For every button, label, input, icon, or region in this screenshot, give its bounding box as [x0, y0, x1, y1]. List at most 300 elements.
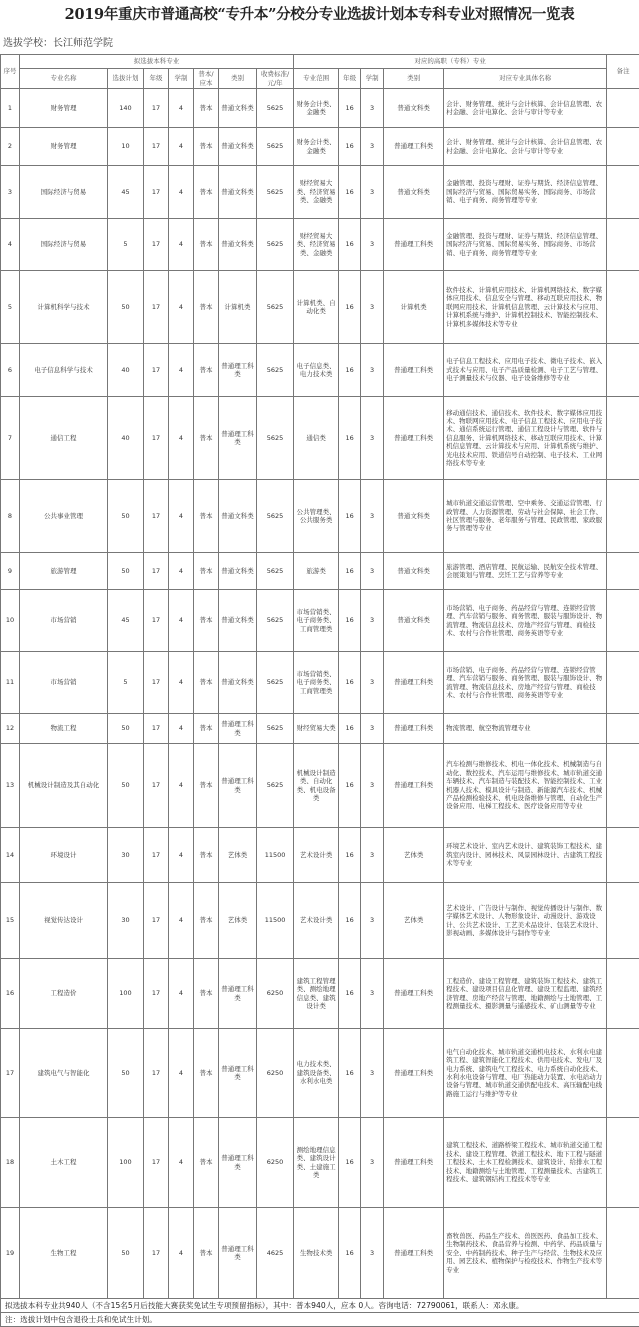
- cell-seq: 6: [1, 344, 20, 397]
- cell-grade: 17: [144, 652, 169, 714]
- cell-fee: 5625: [257, 652, 294, 714]
- header-plan-count: 选拔计划: [108, 69, 144, 89]
- cell-plan: 100: [108, 959, 144, 1029]
- table-row: [1, 128, 639, 166]
- cell-match-duration: 3: [361, 1118, 384, 1208]
- table-row: [1, 1029, 639, 1118]
- cell-fee: 5625: [257, 480, 294, 553]
- cell-match-duration: 3: [361, 166, 384, 219]
- cell-seq: 15: [1, 883, 20, 959]
- cell-level: 普本: [194, 652, 219, 714]
- cell-level: 普本: [194, 219, 219, 271]
- cell-match-category: 普通理工科类: [384, 128, 444, 166]
- cell-match-majors: 旅游管理、酒店管理、民航运输、民航安全技术管理、会展策划与管理、烹饪工艺与营养等专业: [444, 553, 607, 590]
- cell-seq: 5: [1, 271, 20, 344]
- cell-grade: 17: [144, 1029, 169, 1118]
- cell-scope: 电子信息类、电力技术类: [294, 344, 339, 397]
- school-line: 选拔学校：长江师范学院: [3, 36, 113, 52]
- cell-duration: 4: [169, 1208, 194, 1299]
- cell-match-majors: 艺术设计、广告设计与制作、视觉传播设计与制作、数字媒体艺术设计、人物形象设计、动漫设计、游戏设计、公共艺术设计、工艺美术品设计、包装艺术设计、影视动画、多媒体设计与制作等专业: [444, 883, 607, 959]
- cell-match-grade: 16: [339, 219, 361, 271]
- cell-fee: 5625: [257, 344, 294, 397]
- cell-level: 普本: [194, 1208, 219, 1299]
- cell-duration: 4: [169, 89, 194, 128]
- cell-level: 普本: [194, 480, 219, 553]
- cell-fee: 6250: [257, 1029, 294, 1118]
- header-group-match: 对应的高职（专科）专业: [294, 55, 607, 69]
- cell-scope: 电力技术类、建筑设备类、水利水电类: [294, 1029, 339, 1118]
- header-level: 普本/应本: [194, 69, 219, 89]
- cell-plan: 40: [108, 397, 144, 480]
- cell-duration: 4: [169, 883, 194, 959]
- cell-scope: 市场营销类、电子商务类、工商管理类: [294, 652, 339, 714]
- cell-fee: 11500: [257, 883, 294, 959]
- table-row: [1, 166, 639, 219]
- cell-scope: 测绘地理信息类、建筑设计类、土建施工类: [294, 1118, 339, 1208]
- cell-scope: 市场营销类、电子商务类、工商管理类: [294, 590, 339, 652]
- cell-category: 普通文科类: [219, 652, 257, 714]
- cell-match-duration: 3: [361, 128, 384, 166]
- cell-duration: 4: [169, 744, 194, 828]
- header-duration: 学制: [169, 69, 194, 89]
- cell-seq: 3: [1, 166, 20, 219]
- plan-table: [0, 54, 639, 1299]
- cell-level: 普本: [194, 1118, 219, 1208]
- cell-duration: 4: [169, 1118, 194, 1208]
- cell-match-duration: 3: [361, 652, 384, 714]
- cell-match-grade: 16: [339, 1208, 361, 1299]
- cell-seq: 9: [1, 553, 20, 590]
- cell-remark: [607, 480, 639, 553]
- table-row: [1, 714, 639, 744]
- table-row: [1, 744, 639, 828]
- cell-remark: [607, 1208, 639, 1299]
- header-seq: 序号: [1, 55, 20, 89]
- cell-grade: 17: [144, 714, 169, 744]
- cell-match-duration: 3: [361, 219, 384, 271]
- cell-match-category: 计算机类: [384, 271, 444, 344]
- cell-match-grade: 16: [339, 397, 361, 480]
- cell-remark: [607, 344, 639, 397]
- footnote-note: 注：选拔计划中包含退役士兵和免试生计划。: [0, 1313, 639, 1327]
- cell-seq: 14: [1, 828, 20, 883]
- cell-duration: 4: [169, 652, 194, 714]
- cell-level: 普本: [194, 166, 219, 219]
- cell-plan: 50: [108, 1029, 144, 1118]
- cell-fee: 5625: [257, 397, 294, 480]
- cell-scope: 旅游类: [294, 553, 339, 590]
- cell-match-grade: 16: [339, 1029, 361, 1118]
- cell-grade: 17: [144, 89, 169, 128]
- cell-fee: 5625: [257, 219, 294, 271]
- table-row: [1, 344, 639, 397]
- table-row: [1, 1208, 639, 1299]
- header-major-name: 专业名称: [20, 69, 108, 89]
- cell-match-category: 艺体类: [384, 828, 444, 883]
- cell-grade: 17: [144, 959, 169, 1029]
- cell-category: 普通文科类: [219, 553, 257, 590]
- table-row: [1, 553, 639, 590]
- cell-remark: [607, 1029, 639, 1118]
- cell-duration: 4: [169, 271, 194, 344]
- cell-major: 生物工程: [20, 1208, 108, 1299]
- cell-match-duration: 3: [361, 828, 384, 883]
- cell-match-majors: 金融管理、投资与理财、证券与期货、经济信息管理、国际经济与贸易、国际贸易实务、国际商务、市场营销、电子商务、商务管理等专业: [444, 166, 607, 219]
- cell-scope: 通信类: [294, 397, 339, 480]
- cell-category: 普通理工科类: [219, 344, 257, 397]
- cell-match-grade: 16: [339, 744, 361, 828]
- cell-match-duration: 3: [361, 714, 384, 744]
- table-row: [1, 1118, 639, 1208]
- cell-grade: 17: [144, 219, 169, 271]
- cell-match-category: 普通理工科类: [384, 652, 444, 714]
- cell-seq: 13: [1, 744, 20, 828]
- cell-category: 普通文科类: [219, 590, 257, 652]
- cell-plan: 140: [108, 89, 144, 128]
- cell-scope: 艺术设计类: [294, 828, 339, 883]
- cell-scope: 生物技术类: [294, 1208, 339, 1299]
- cell-category: 普通文科类: [219, 128, 257, 166]
- cell-major: 物流工程: [20, 714, 108, 744]
- cell-seq: 8: [1, 480, 20, 553]
- cell-category: 普通理工科类: [219, 959, 257, 1029]
- cell-plan: 45: [108, 590, 144, 652]
- header-match-duration: 学制: [361, 69, 384, 89]
- cell-match-grade: 16: [339, 128, 361, 166]
- cell-category: 普通文科类: [219, 166, 257, 219]
- cell-match-duration: 3: [361, 1208, 384, 1299]
- cell-fee: 5625: [257, 166, 294, 219]
- cell-level: 普本: [194, 1029, 219, 1118]
- cell-major: 通信工程: [20, 397, 108, 480]
- cell-duration: 4: [169, 166, 194, 219]
- cell-remark: [607, 89, 639, 128]
- cell-seq: 2: [1, 128, 20, 166]
- header-match-grade: 年级: [339, 69, 361, 89]
- cell-grade: 17: [144, 397, 169, 480]
- cell-seq: 18: [1, 1118, 20, 1208]
- cell-remark: [607, 397, 639, 480]
- cell-major: 市场营销: [20, 590, 108, 652]
- cell-match-category: 普通理工科类: [384, 1208, 444, 1299]
- table-row: [1, 397, 639, 480]
- cell-grade: 17: [144, 128, 169, 166]
- cell-category: 普通理工科类: [219, 397, 257, 480]
- cell-scope: 财经贸易大类、经济贸易类、金融类: [294, 166, 339, 219]
- cell-fee: 5625: [257, 714, 294, 744]
- table-row: [1, 219, 639, 271]
- cell-level: 普本: [194, 344, 219, 397]
- cell-remark: [607, 959, 639, 1029]
- cell-category: 计算机类: [219, 271, 257, 344]
- cell-match-category: 普通理工科类: [384, 1029, 444, 1118]
- cell-match-category: 普通文科类: [384, 553, 444, 590]
- cell-seq: 16: [1, 959, 20, 1029]
- cell-duration: 4: [169, 219, 194, 271]
- footnote-plan-summary: 拟选拔本科专业共940人（不含15名5月后技能大赛获奖免试生专项预留指标），其中：普本940人，应本 0人。咨询电话：72790061，联系人：邓永康。: [0, 1299, 639, 1313]
- header-match-category: 类别: [384, 69, 444, 89]
- cell-duration: 4: [169, 1029, 194, 1118]
- cell-match-duration: 3: [361, 590, 384, 652]
- cell-level: 普本: [194, 744, 219, 828]
- header-group-plan: 拟选拔本科专业: [20, 55, 294, 69]
- cell-match-majors: 移动通信技术、通信技术、软件技术、数字媒体应用技术、物联网应用技术、电子信息工程技术、应用电子技术、通信系统运行管理、通信工程设计与管理、软件与信息服务、计算机网络技术、移动互联应用技术、计算机信息管理、云计算技术与应用、计算机系统与维护、光电技术应用、铁道信号自动控制、电子技术、工业网络技术等专业: [444, 397, 607, 480]
- cell-match-grade: 16: [339, 344, 361, 397]
- header-grade: 年级: [144, 69, 169, 89]
- cell-plan: 50: [108, 744, 144, 828]
- cell-match-category: 艺体类: [384, 883, 444, 959]
- cell-level: 普本: [194, 89, 219, 128]
- table-row: [1, 652, 639, 714]
- header-scope: 专业范围: [294, 69, 339, 89]
- cell-fee: 4625: [257, 1208, 294, 1299]
- cell-fee: 5625: [257, 128, 294, 166]
- cell-fee: 5625: [257, 89, 294, 128]
- cell-level: 普本: [194, 714, 219, 744]
- cell-remark: [607, 652, 639, 714]
- header-fee: 收费标准/元/年: [257, 69, 294, 89]
- cell-seq: 12: [1, 714, 20, 744]
- cell-level: 普本: [194, 397, 219, 480]
- cell-plan: 30: [108, 883, 144, 959]
- cell-plan: 50: [108, 714, 144, 744]
- cell-level: 普本: [194, 553, 219, 590]
- cell-grade: 17: [144, 166, 169, 219]
- cell-match-grade: 16: [339, 553, 361, 590]
- cell-level: 普本: [194, 128, 219, 166]
- cell-plan: 50: [108, 480, 144, 553]
- table-row: [1, 271, 639, 344]
- cell-remark: [607, 553, 639, 590]
- cell-category: 普通理工科类: [219, 714, 257, 744]
- cell-plan: 30: [108, 828, 144, 883]
- cell-fee: 5625: [257, 590, 294, 652]
- cell-duration: 4: [169, 344, 194, 397]
- cell-match-majors: 城市轨道交通运营管理、空中乘务、交通运营管理、行政管理、人力资源管理、劳动与社会保障、社会工作、社区管理与服务、老年服务与管理、民政管理、家政服务与管理等专业: [444, 480, 607, 553]
- cell-grade: 17: [144, 271, 169, 344]
- cell-scope: 计算机类、自动化类: [294, 271, 339, 344]
- cell-match-majors: 畜牧兽医、药品生产技术、兽医医药、食品加工技术、生物制药技术、食品营养与检测、中药学、药品质量与安全、中药制药技术、种子生产与经营、生物技术及应用、园艺技术、植物保护与检疫技术、作物生产技术等专业: [444, 1208, 607, 1299]
- cell-plan: 50: [108, 271, 144, 344]
- cell-scope: 财经贸易大类: [294, 714, 339, 744]
- cell-match-majors: 汽车检测与维修技术、机电一体化技术、机械制造与自动化、数控技术、汽车运用与维修技术、城市轨道交通车辆技术、汽车制造与装配技术、智能控制技术、工业机器人技术、模具设计与制造、新能源汽车技术、机械产品检测检验技术、机电设备维修与管理、自动化生产设备应用、电梯工程技术、医疗设备应用等专业: [444, 744, 607, 828]
- cell-major: 建筑电气与智能化: [20, 1029, 108, 1118]
- table-row: [1, 959, 639, 1029]
- cell-match-category: 普通理工科类: [384, 714, 444, 744]
- cell-category: 艺体类: [219, 828, 257, 883]
- cell-plan: 45: [108, 166, 144, 219]
- cell-match-grade: 16: [339, 590, 361, 652]
- cell-major: 电子信息科学与技术: [20, 344, 108, 397]
- cell-grade: 17: [144, 1118, 169, 1208]
- cell-category: 普通理工科类: [219, 744, 257, 828]
- cell-match-grade: 16: [339, 652, 361, 714]
- cell-match-duration: 3: [361, 480, 384, 553]
- cell-match-duration: 3: [361, 1029, 384, 1118]
- cell-match-duration: 3: [361, 959, 384, 1029]
- cell-category: 普通文科类: [219, 480, 257, 553]
- cell-major: 财务管理: [20, 128, 108, 166]
- cell-match-majors: 市场营销、电子商务、药品经营与管理、连锁经营管理、汽车营销与服务、商务管理、服装与服饰设计、物流管理、物流信息技术、房地产经营与管理、商检技术、农村与合作社管理、商务英语等专业: [444, 652, 607, 714]
- cell-match-majors: 市场营销、电子商务、药品经营与管理、连锁经营管理、汽车营销与服务、商务管理、服装与服饰设计、物流管理、物流信息技术、房地产经营与管理、商检技术、农村与合作社管理、商务英语等专业: [444, 590, 607, 652]
- cell-match-grade: 16: [339, 1118, 361, 1208]
- cell-plan: 40: [108, 344, 144, 397]
- cell-match-majors: 软件技术、计算机应用技术、计算机网络技术、数字媒体应用技术、信息安全与管理、移动互联应用技术、物联网应用技术、计算机信息管理、云计算技术与应用、计算机系统与维护、计算机控制技术、智能控制技术、计算机多媒体技术等专业: [444, 271, 607, 344]
- cell-major: 旅游管理: [20, 553, 108, 590]
- cell-match-grade: 16: [339, 883, 361, 959]
- cell-scope: 建筑工程管理类、测绘地理信息类、建筑设计类: [294, 959, 339, 1029]
- cell-match-majors: 会计、财务管理、统计与会计核算、会计信息管理、农村金融、会计电算化、会计与审计等专业: [444, 89, 607, 128]
- cell-match-duration: 3: [361, 553, 384, 590]
- cell-grade: 17: [144, 828, 169, 883]
- cell-major: 国际经济与贸易: [20, 166, 108, 219]
- cell-seq: 17: [1, 1029, 20, 1118]
- cell-duration: 4: [169, 128, 194, 166]
- cell-duration: 4: [169, 553, 194, 590]
- cell-match-duration: 3: [361, 744, 384, 828]
- cell-level: 普本: [194, 959, 219, 1029]
- cell-match-duration: 3: [361, 397, 384, 480]
- cell-scope: 财经贸易大类、经济贸易类、金融类: [294, 219, 339, 271]
- cell-remark: [607, 166, 639, 219]
- cell-major: 视觉传达设计: [20, 883, 108, 959]
- cell-scope: 财务会计类、金融类: [294, 89, 339, 128]
- header-remark: 备注: [607, 55, 639, 89]
- cell-level: 普本: [194, 271, 219, 344]
- cell-fee: 5625: [257, 271, 294, 344]
- cell-match-majors: 工程造价、建设工程管理、建筑装饰工程技术、建筑工程技术、建设项目信息化管理、建设工程监理、建筑经济管理、房地产经营与管理、地籍测绘与土地管理、工程测量技术、摄影测量与遥感技术、矿山测量等专业: [444, 959, 607, 1029]
- table-row: [1, 89, 639, 128]
- table-row: [1, 480, 639, 553]
- cell-category: 普通文科类: [219, 89, 257, 128]
- cell-plan: 10: [108, 128, 144, 166]
- cell-match-category: 普通文科类: [384, 166, 444, 219]
- cell-remark: [607, 590, 639, 652]
- header-match-majors: 对应专业具体名称: [444, 69, 607, 89]
- cell-match-majors: 会计、财务管理、统计与会计核算、会计信息管理、农村金融、会计电算化、会计与审计等专业: [444, 128, 607, 166]
- header-category: 类别: [219, 69, 257, 89]
- cell-match-category: 普通文科类: [384, 480, 444, 553]
- document-title: 2019年重庆市普通高校“专升本”分校分专业选拔计划本专科专业对照情况一览表: [0, 0, 639, 30]
- cell-category: 普通文科类: [219, 219, 257, 271]
- cell-major: 国际经济与贸易: [20, 219, 108, 271]
- cell-grade: 17: [144, 344, 169, 397]
- cell-fee: 6250: [257, 959, 294, 1029]
- cell-remark: [607, 883, 639, 959]
- cell-fee: 5625: [257, 744, 294, 828]
- cell-grade: 17: [144, 744, 169, 828]
- cell-remark: [607, 219, 639, 271]
- cell-match-duration: 3: [361, 883, 384, 959]
- cell-match-category: 普通理工科类: [384, 219, 444, 271]
- cell-remark: [607, 714, 639, 744]
- cell-match-grade: 16: [339, 166, 361, 219]
- cell-seq: 19: [1, 1208, 20, 1299]
- cell-remark: [607, 828, 639, 883]
- cell-category: 普通理工科类: [219, 1208, 257, 1299]
- cell-match-category: 普通理工科类: [384, 344, 444, 397]
- cell-match-category: 普通文科类: [384, 89, 444, 128]
- cell-scope: 财务会计类、金融类: [294, 128, 339, 166]
- table-row: [1, 828, 639, 883]
- cell-level: 普本: [194, 828, 219, 883]
- cell-match-grade: 16: [339, 828, 361, 883]
- cell-seq: 4: [1, 219, 20, 271]
- cell-major: 机械设计制造及其自动化: [20, 744, 108, 828]
- cell-category: 普通理工科类: [219, 1118, 257, 1208]
- cell-grade: 17: [144, 590, 169, 652]
- cell-major: 计算机科学与技术: [20, 271, 108, 344]
- cell-match-majors: 物流管理、航空物流管理专业: [444, 714, 607, 744]
- cell-category: 普通理工科类: [219, 1029, 257, 1118]
- cell-scope: 艺术设计类: [294, 883, 339, 959]
- cell-plan: 50: [108, 1208, 144, 1299]
- cell-plan: 5: [108, 652, 144, 714]
- cell-match-grade: 16: [339, 271, 361, 344]
- cell-remark: [607, 271, 639, 344]
- cell-match-grade: 16: [339, 959, 361, 1029]
- cell-duration: 4: [169, 959, 194, 1029]
- cell-match-majors: 电气自动化技术、城市轨道交通机电技术、水利水电建筑工程、建筑智能化工程技术、供用电技术、发电厂及电力系统、建筑电气工程技术、电力系统自动化技术、水利水电设备与管理、电厂热能动力装置、水电站动力设备与管理、城市轨道交通供配电技术、高压输配电线路施工运行与维护等专业: [444, 1029, 607, 1118]
- cell-remark: [607, 128, 639, 166]
- cell-match-category: 普通理工科类: [384, 744, 444, 828]
- cell-major: 公共事业管理: [20, 480, 108, 553]
- cell-fee: 11500: [257, 828, 294, 883]
- cell-match-majors: 环境艺术设计、室内艺术设计、建筑装饰工程技术、建筑室内设计、园林技术、风景园林设计、古建筑工程技术等专业: [444, 828, 607, 883]
- cell-category: 艺体类: [219, 883, 257, 959]
- cell-scope: 公共管理类、公共服务类: [294, 480, 339, 553]
- cell-match-category: 普通理工科类: [384, 959, 444, 1029]
- cell-seq: 7: [1, 397, 20, 480]
- cell-major: 环境设计: [20, 828, 108, 883]
- cell-match-grade: 16: [339, 480, 361, 553]
- cell-match-grade: 16: [339, 89, 361, 128]
- cell-match-category: 普通理工科类: [384, 1118, 444, 1208]
- cell-match-majors: 建筑工程技术、道路桥梁工程技术、城市轨道交通工程技术、建设工程管理、铁道工程技术、地下工程与隧道工程技术、土木工程检测技术、建筑设计、给排水工程技术、地籍测绘与土地管理、工程测量技术、古建筑工程技术、建筑钢结构工程技术等专业: [444, 1118, 607, 1208]
- cell-duration: 4: [169, 828, 194, 883]
- cell-level: 普本: [194, 590, 219, 652]
- cell-grade: 17: [144, 480, 169, 553]
- cell-major: 土木工程: [20, 1118, 108, 1208]
- cell-duration: 4: [169, 397, 194, 480]
- cell-major: 市场营销: [20, 652, 108, 714]
- cell-remark: [607, 744, 639, 828]
- cell-duration: 4: [169, 480, 194, 553]
- table-row: [1, 590, 639, 652]
- cell-seq: 10: [1, 590, 20, 652]
- cell-grade: 17: [144, 553, 169, 590]
- cell-seq: 1: [1, 89, 20, 128]
- cell-match-duration: 3: [361, 271, 384, 344]
- cell-plan: 50: [108, 553, 144, 590]
- cell-plan: 100: [108, 1118, 144, 1208]
- cell-match-category: 普通理工科类: [384, 397, 444, 480]
- cell-fee: 5625: [257, 553, 294, 590]
- cell-match-majors: 电子信息工程技术、应用电子技术、微电子技术、嵌入式技术与应用、电子产品质量检测、电子工艺与管理、电子测量技术与仪器、电子设备维修等专业: [444, 344, 607, 397]
- cell-scope: 机械设计制造类、自动化类、机电设备类: [294, 744, 339, 828]
- cell-match-category: 普通文科类: [384, 590, 444, 652]
- cell-duration: 4: [169, 714, 194, 744]
- cell-fee: 6250: [257, 1118, 294, 1208]
- cell-level: 普本: [194, 883, 219, 959]
- cell-grade: 17: [144, 1208, 169, 1299]
- cell-match-majors: 金融管理、投资与理财、证券与期货、经济信息管理、国际经济与贸易、国际贸易实务、国际商务、市场营销、电子商务、商务管理等专业: [444, 219, 607, 271]
- table-row: [1, 883, 639, 959]
- cell-match-grade: 16: [339, 714, 361, 744]
- cell-remark: [607, 1118, 639, 1208]
- cell-match-duration: 3: [361, 344, 384, 397]
- cell-duration: 4: [169, 590, 194, 652]
